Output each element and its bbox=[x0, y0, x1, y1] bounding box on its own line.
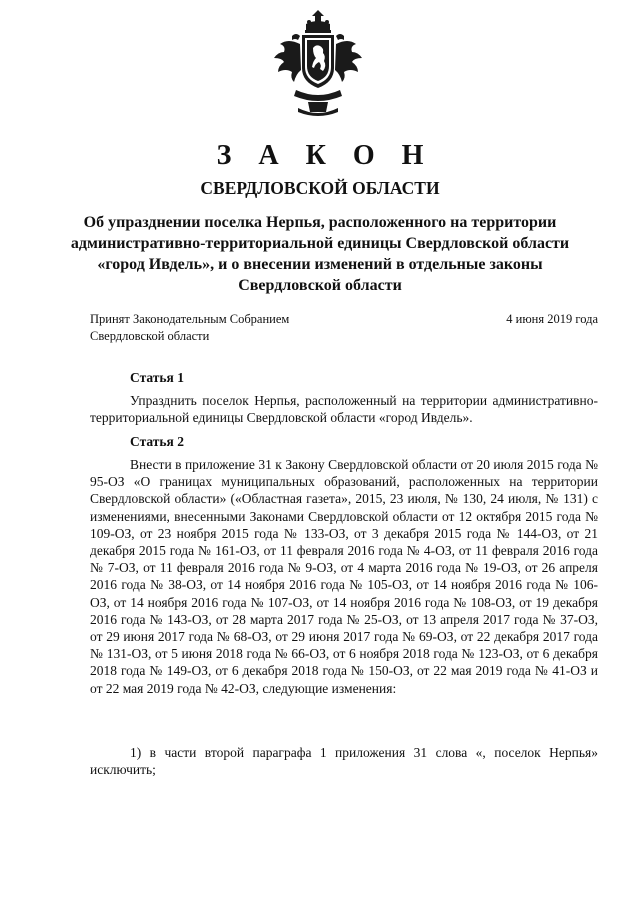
coat-of-arms-icon bbox=[268, 8, 368, 120]
adopted-by: Принят Законодательным Собранием Свердловской области bbox=[90, 312, 290, 343]
law-title: Об упразднении поселка Нерпья, расположенного на территории административно-территориальной единицы Свердловской области «город Ивдель», и о внесении изменений в отдельные законы Свердловской области bbox=[70, 214, 570, 294]
document-region: СВЕРДЛОВСКОЙ ОБЛАСТИ bbox=[200, 178, 440, 198]
article-2-paragraph-1: Внести в приложение 31 к Закону Свердловской области от 20 июля 2015 года № 95-ОЗ «О границах муниципальных образований, расположенных на территории Свердловской области» («Областная газета», 2015, 23 июля, № 130, 24 июля, № 131) с изменениями, внесенными Законами Свердловской области от 12 октября 2015 года № 109-ОЗ, от 23 ноября 2015 года № 133-ОЗ, от 3 декабря 2015 года № 144-ОЗ, от 21 декабря 2015 года № 161-ОЗ, от 11 февраля 2016 года № 4-ОЗ, от 11 февраля 2016 года № 7-ОЗ, от 11 февраля 2016 года № 9-ОЗ, от 4 марта 2016 года № 19-ОЗ, от 26 апреля 2016 года № 38-ОЗ, от 14 ноября 2016 года № 105-ОЗ, от 14 ноября 2016 года № 106-ОЗ, от 14 ноября 2016 года № 107-ОЗ, от 14 ноября 2016 года № 108-ОЗ, от 19 декабря 2016 года № 143-ОЗ, от 28 марта 2017 года № 25-ОЗ, от 13 апреля 2017 года № 37-ОЗ, от 29 июня 2017 года № 68-ОЗ, от 29 июня 2017 года № 69-ОЗ, от 22 декабря 2017 года № 131-ОЗ, от 5 июня 2018 года № 66-ОЗ, от 6 ноября 2018 года № 123-ОЗ, от 6 декабря 2018 года № 149-ОЗ, от 6 декабря 2018 года № 150-ОЗ, от 22 мая 2019 года № 41-ОЗ и от 22 мая 2019 года № 42-ОЗ, следующие изменения: bbox=[90, 457, 598, 696]
article-1-title: Статья 1 bbox=[130, 370, 184, 385]
adoption-date: 4 июня 2019 года bbox=[506, 312, 598, 326]
article-2-title: Статья 2 bbox=[130, 434, 184, 449]
article-1-paragraph: Упразднить поселок Нерпья, расположенный на территории административно-территориальной единицы Свердловской области «город Ивдель». bbox=[90, 393, 598, 426]
article-2-paragraph-2: 1) в части второй параграфа 1 приложения 31 слова «, поселок Нерпья» исключить; bbox=[90, 745, 598, 778]
document-title: З А К О Н bbox=[216, 140, 434, 171]
